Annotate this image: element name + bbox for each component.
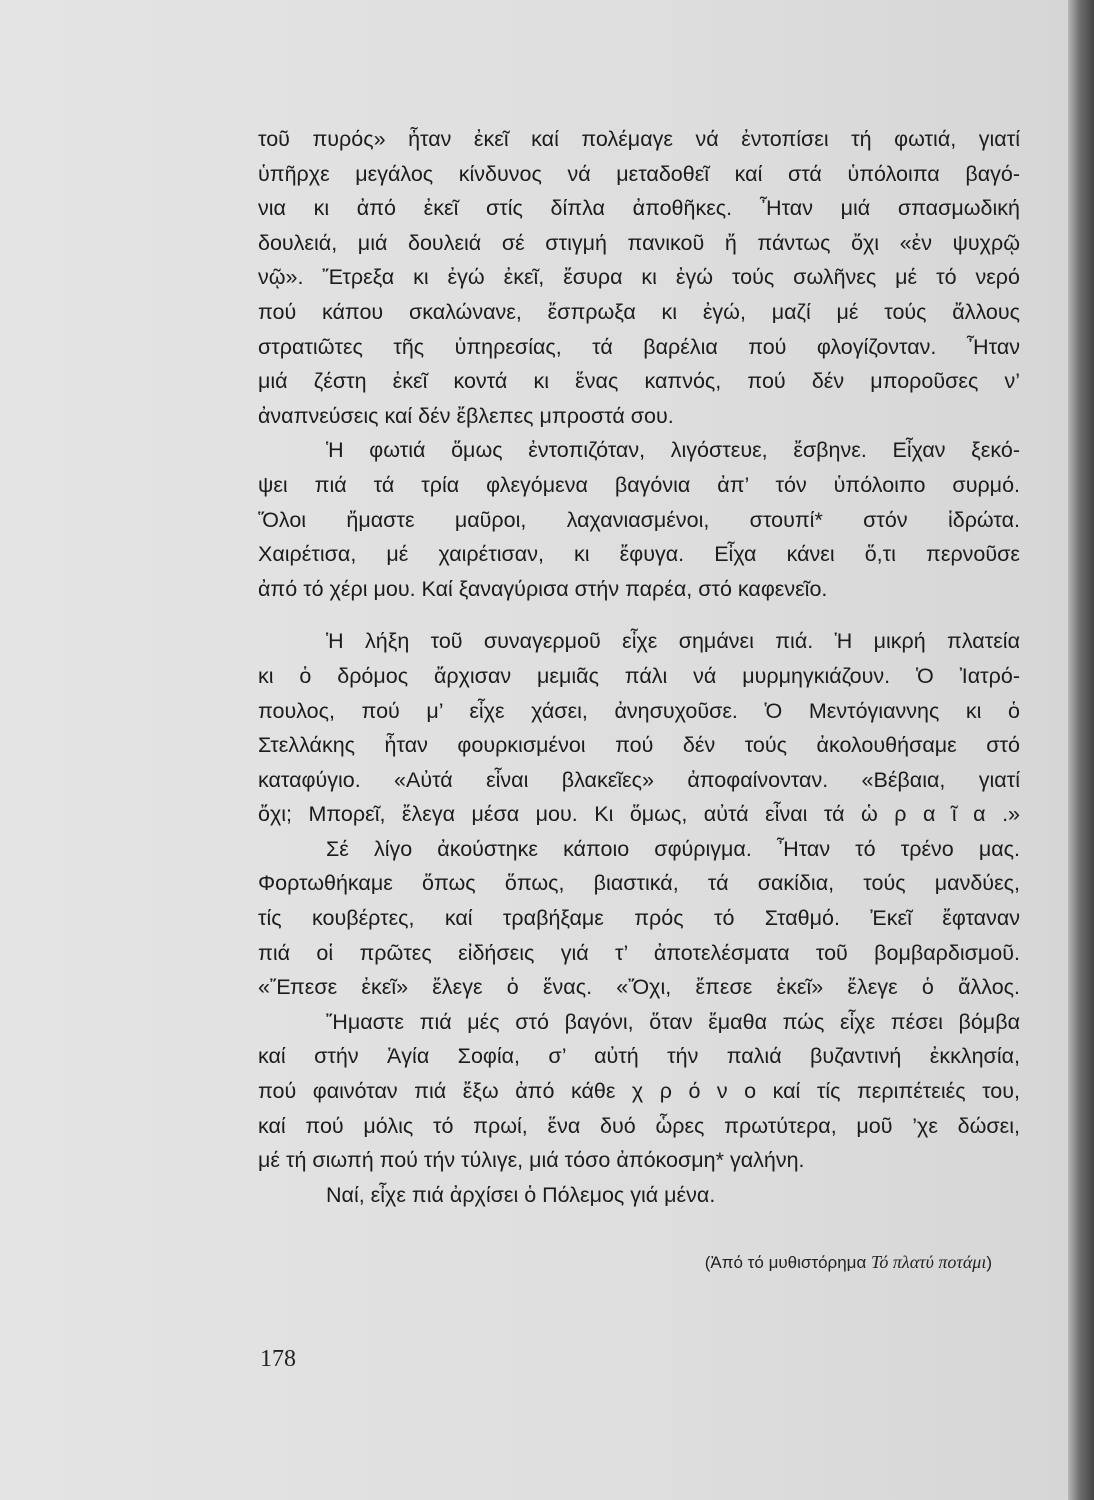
text-line: στρατιῶτες τῆς ὑπηρεσίας, τά βαρέλια πού φλογίζονταν. Ἦταν <box>258 334 1020 359</box>
page-number: 178 <box>260 1346 296 1372</box>
text-line: ἀναπνεύσεις καί δέν ἔβλεπες μπροστά σου. <box>258 403 674 428</box>
source-prefix: (Ἀπό τό μυθιστόρημα <box>704 1253 872 1272</box>
paragraph-gap <box>258 606 1020 624</box>
text-line: Φορτωθήκαμε ὅπως ὅπως, βιαστικά, τά σακίδια, τούς μανδύες, <box>258 871 1020 896</box>
text-line: Ὅλοι ἤμαστε μαῦροι, λαχανιασμένοι, στουπί* στόν ἱδρώτα. <box>258 507 1020 532</box>
text-line: νια κι ἀπό ἐκεῖ στίς δίπλα ἀποθῆκες. Ἦταν μιά σπασμωδική <box>258 196 1020 221</box>
text-line: ψει πιά τά τρία φλεγόμενα βαγόνια ἀπ’ τόν ὑπόλοιπο συρμό. <box>258 472 1020 497</box>
source-title: Τό πλατύ ποτάμι <box>871 1252 987 1272</box>
binding-shadow <box>1068 0 1094 1500</box>
text-line: Χαιρέτισα, μέ χαιρέτισαν, κι ἔφυγα. Εἶχα κάνει ὅ,τι περνοῦσε <box>258 542 1020 567</box>
text-line: μιά ζέστη ἐκεῖ κοντά κι ἕνας καπνός, πού δέν μποροῦσες ν’ <box>258 369 1020 394</box>
text-line: Ἡ λήξη τοῦ συναγερμοῦ εἶχε σημάνει πιά. Ἡ μικρή πλατεία <box>326 629 1020 654</box>
text-line: ὑπῆρχε μεγάλος κίνδυνος νά μεταδοθεῖ καί στά ὑπόλοιπα βαγό- <box>258 161 1020 186</box>
text-line: Ναί, εἶχε πιά ἀρχίσει ὁ Πόλεμος γιά μένα. <box>326 1182 716 1207</box>
text-line: κι ὁ δρόμος ἄρχισαν μεμιᾶς πάλι νά μυρμηγκιάζουν. Ὁ Ἰατρό- <box>258 663 1020 688</box>
text-line: Ἡ φωτιά ὅμως ἐντοπιζόταν, λιγόστευε, ἔσβηνε. Εἶχαν ξεκό- <box>326 438 1020 463</box>
text-line: καταφύγιο. «Αὐτά εἶναι βλακεῖες» ἀποφαίνονταν. «Βέβαια, γιατί <box>258 767 1020 792</box>
text-line: Σέ λίγο ἀκούστηκε κάποιο σφύριγμα. Ἦταν τό τρένο μας. <box>326 836 1020 861</box>
source-note <box>705 1252 992 1273</box>
text-line: νῷ». Ἔτρεξα κι ἐγώ ἐκεῖ, ἔσυρα κι ἐγώ τούς σωλῆνες μέ τό νερό <box>258 265 1020 290</box>
text-line: ἀπό τό χέρι μου. Καί ξαναγύρισα στήν παρέα, στό καφενεῖο. <box>258 576 828 601</box>
text-line: πουλος, πού μ’ εἶχε χάσει, ἀνησυχοῦσε. Ὁ Μεντόγιαννης κι ὁ <box>258 698 1020 723</box>
text-line: Στελλάκης ἦταν φουρκισμένοι πού δέν τούς ἀκολουθήσαμε στό <box>258 733 1020 758</box>
text-line: μέ τή σιωπή πού τήν τύλιγε, μιά τόσο ἀπόκοσμη* γαλήνη. <box>258 1148 805 1173</box>
text-line: τίς κουβέρτες, καί τραβήξαμε πρός τό Σταθμό. Ἐκεῖ ἔφταναν <box>258 906 1020 931</box>
text-line: πού φαινόταν πιά ἔξω ἀπό κάθε χ ρ ό ν ο καί τίς περιπέτειές του, <box>258 1079 1020 1104</box>
text-line: «Ἔπεσε ἐκεῖ» ἔλεγε ὁ ἕνας. «Ὄχι, ἔπεσε ἐκεῖ» ἔλεγε ὁ ἄλλος. <box>258 975 1020 1000</box>
text-line: δουλειά, μιά δουλειά σέ στιγμή πανικοῦ ἤ πάντως ὄχι «ἐν ψυχρῷ <box>258 230 1020 255</box>
text-line: καί πού μόλις τό πρωί, ἕνα δυό ὧρες πρωτύτερα, μοῦ ’χε δώσει, <box>258 1113 1020 1138</box>
text-line: καί στήν Ἁγία Σοφία, σ’ αὐτή τήν παλιά βυζαντινή ἐκκλησία, <box>258 1044 1020 1069</box>
text-line: Ἤμαστε πιά μές στό βαγόνι, ὅταν ἔμαθα πώς εἶχε πέσει βόμβα <box>326 1009 1020 1034</box>
text-line: πιά οἱ πρῶτες εἰδήσεις γιά τ’ ἀποτελέσματα τοῦ βομβαρδισμοῦ. <box>258 940 1020 965</box>
text-line: πού κάπου σκαλώνανε, ἔσπρωξα κι ἐγώ, μαζί μέ τούς ἄλλους <box>258 299 1020 324</box>
text-line: ὄχι; Μπορεῖ, ἔλεγα μέσα μου. Κι ὅμως, αὐτά εἶναι τά ὡ ρ α ῖ α .» <box>258 802 1020 827</box>
body-text <box>258 122 1020 1212</box>
text-line: τοῦ πυρός» ἦταν ἐκεῖ καί πολέμαγε νά ἐντοπίσει τή φωτιά, γιατί <box>258 127 1020 151</box>
source-suffix: ) <box>986 1253 992 1272</box>
